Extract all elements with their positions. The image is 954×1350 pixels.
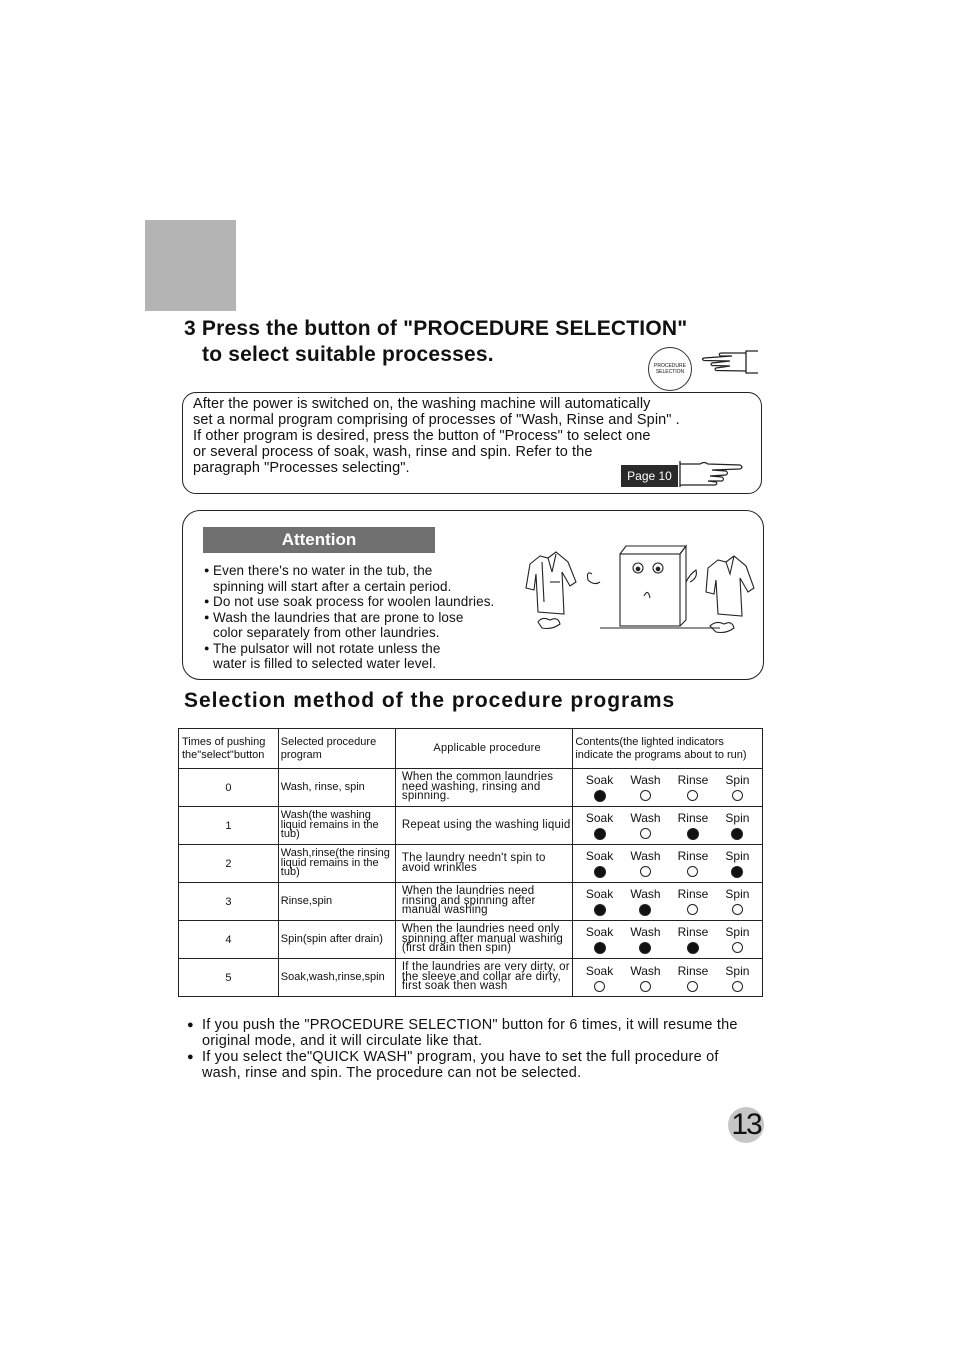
indicator-rinse: [678, 887, 709, 916]
indicator-light-icon: [732, 790, 743, 801]
cell-indicators: [573, 921, 763, 959]
indicator-spin: [725, 811, 749, 840]
pointing-hand-icon: [678, 459, 744, 489]
indicator-label: Spin: [725, 849, 750, 863]
intro-line: If other program is desired, press the button of "Process" to select one: [193, 428, 651, 444]
note-line: If you select the"QUICK WASH" program, you have to set the full procedure of: [202, 1049, 719, 1065]
indicator-light-icon: [640, 790, 651, 801]
indicator-light-icon: [732, 904, 743, 915]
indicator-spin: [725, 849, 749, 878]
cell-times: 1: [179, 807, 279, 845]
indicator-rinse: [678, 773, 709, 802]
attention-title: Attention: [203, 527, 435, 553]
cell-applicable: Repeat using the washing liquid: [395, 807, 572, 845]
indicator-label: Spin: [725, 773, 750, 787]
cell-times: 0: [179, 769, 279, 807]
indicator-light-icon: [687, 828, 699, 840]
header-times: [179, 729, 279, 769]
attention-item-line: Wash the laundries that are prone to lose: [213, 609, 464, 625]
procedure-selection-button-illustration: [648, 347, 692, 391]
indicator-light-icon: [639, 942, 651, 954]
indicator-label: Wash: [630, 925, 661, 939]
heading-line-2: to select suitable processes.: [202, 343, 494, 366]
indicator-spin: [725, 887, 749, 916]
header-text: indicate the programs about to run): [575, 748, 747, 761]
attention-item-line: color separately from other laundries.: [213, 625, 440, 640]
indicator-light-icon: [640, 866, 651, 877]
attention-item: [203, 594, 533, 610]
washing-machine-cartoon-illustration: [520, 542, 760, 642]
cell-times: 2: [179, 845, 279, 883]
indicator-light-icon: [687, 866, 698, 877]
indicator-rinse: [678, 925, 709, 954]
indicator-rinse: [678, 849, 709, 878]
note-item: [186, 1017, 766, 1049]
header-program: [278, 729, 395, 769]
bullet-icon: ●: [204, 642, 210, 653]
header-text: Times of pushing: [182, 735, 266, 748]
cell-indicators: [573, 769, 763, 807]
section-heading: [184, 316, 687, 368]
procedure-programs-table: [178, 728, 763, 997]
header-text: Contents(the lighted indicators: [575, 735, 724, 748]
cell-program: Wash, rinse, spin: [278, 769, 395, 807]
indicator-light-icon: [687, 790, 698, 801]
attention-list: [203, 563, 533, 672]
indicator-label: Spin: [725, 887, 750, 901]
indicator-light-icon: [731, 866, 743, 878]
cell-program: Soak,wash,rinse,spin: [278, 959, 395, 997]
indicator-light-icon: [687, 981, 698, 992]
indicator-light-icon: [594, 904, 606, 916]
indicator-label: Wash: [630, 773, 661, 787]
cell-applicable: When the common laundries need washing, rinsing and spinning.: [395, 769, 572, 807]
note-line: If you push the "PROCEDURE SELECTION" button for 6 times, it will resume the: [202, 1017, 738, 1033]
indicator-light-icon: [640, 828, 651, 839]
indicator-label: Wash: [630, 811, 661, 825]
indicator-wash: [630, 964, 660, 992]
indicator-label: Rinse: [677, 925, 709, 939]
table-row: [179, 921, 763, 959]
indicator-soak: [586, 925, 613, 954]
attention-item-line: water is filled to selected water level.: [213, 656, 437, 671]
indicator-label: Rinse: [677, 849, 709, 863]
attention-item: [203, 563, 533, 594]
indicator-label: Soak: [585, 811, 614, 825]
intro-line: or several process of soak, wash, rinse and spin. Refer to the: [193, 444, 593, 460]
indicator-soak: [586, 964, 613, 992]
indicator-label: Wash: [630, 849, 661, 863]
indicator-label: Soak: [585, 887, 614, 901]
indicator-wash: [630, 925, 660, 954]
indicator-wash: [630, 849, 660, 878]
cell-indicators: [573, 807, 763, 845]
bullet-icon: ●: [204, 596, 210, 606]
bullet-icon: ●: [204, 611, 210, 622]
attention-item-line: Even there's no water in the tub, the: [213, 563, 433, 578]
indicator-label: Spin: [725, 925, 750, 939]
indicator-label: Rinse: [677, 811, 709, 825]
cell-times: 5: [179, 959, 279, 997]
pointing-hand-icon: [700, 349, 760, 375]
bullet-icon: ●: [187, 1051, 194, 1063]
table-row: [179, 807, 763, 845]
cell-indicators: [573, 959, 763, 997]
header-text: Selected procedure: [280, 735, 377, 748]
indicator-light-icon: [594, 790, 606, 802]
indicator-light-icon: [594, 981, 605, 992]
header-text: program: [280, 748, 322, 761]
cell-times: 4: [179, 921, 279, 959]
indicator-light-icon: [732, 942, 743, 953]
notes-list: [186, 1017, 766, 1081]
intro-line: After the power is switched on, the washing machine will automatically: [193, 396, 651, 412]
indicator-label: Soak: [585, 849, 614, 863]
indicator-rinse: [678, 811, 709, 840]
header-text: the"select"button: [182, 748, 265, 761]
table-row: [179, 959, 763, 997]
intro-paragraph: [193, 396, 723, 476]
heading-line-1: 3 Press the button of "PROCEDURE SELECTION": [184, 317, 688, 340]
attention-item: [203, 610, 533, 641]
indicator-spin: [725, 964, 749, 992]
indicator-soak: [586, 849, 613, 878]
indicator-label: Spin: [725, 811, 750, 825]
indicator-spin: [725, 773, 749, 802]
indicator-light-icon: [594, 866, 606, 878]
intro-line: paragraph "Processes selecting".: [193, 460, 410, 476]
indicator-label: Rinse: [677, 773, 709, 787]
indicator-light-icon: [639, 904, 651, 916]
note-line: wash, rinse and spin. The procedure can not be selected.: [202, 1065, 582, 1081]
attention-item-line: spinning will start after a certain period.: [213, 578, 452, 594]
indicator-wash: [630, 811, 660, 840]
attention-item-line: The pulsator will not rotate unless the: [213, 640, 441, 656]
cell-program: Rinse,spin: [278, 883, 395, 921]
cell-program: Wash(the washing liquid remains in the tub): [278, 807, 395, 845]
bullet-icon: ●: [187, 1019, 194, 1031]
section-marker-block: [145, 220, 236, 311]
indicator-rinse: [678, 964, 709, 992]
indicator-light-icon: [640, 981, 651, 992]
indicator-label: Rinse: [677, 963, 709, 978]
indicator-light-icon: [594, 942, 606, 954]
cell-indicators: [573, 883, 763, 921]
attention-item-line: Do not use soak process for woolen laundries.: [213, 594, 495, 609]
cell-times: 3: [179, 883, 279, 921]
indicator-spin: [725, 925, 749, 954]
page-reference-badge: Page 10: [621, 465, 678, 487]
page-number: 13: [728, 1107, 764, 1143]
indicator-light-icon: [731, 828, 743, 840]
indicator-light-icon: [732, 981, 743, 992]
cell-indicators: [573, 845, 763, 883]
attention-item: [203, 641, 533, 672]
button-label-line-1: PROCEDURE: [654, 363, 686, 369]
indicator-soak: [586, 887, 613, 916]
table-row: [179, 845, 763, 883]
header-contents: [573, 729, 763, 769]
indicator-label: Soak: [585, 925, 614, 939]
cell-program: Wash,rinse(the rinsing liquid remains in the tub): [278, 845, 395, 883]
table-header-row: [179, 729, 763, 769]
cell-applicable: If the laundries are very dirty, or the sleeve and collar are dirty, first soak then wash: [395, 959, 572, 997]
indicator-label: Spin: [725, 963, 750, 978]
indicator-light-icon: [594, 828, 606, 840]
indicator-wash: [630, 887, 660, 916]
indicator-wash: [630, 773, 660, 802]
indicator-soak: [586, 811, 613, 840]
note-line: original mode, and it will circulate like that.: [202, 1033, 483, 1049]
cell-applicable: The laundry needn't spin to avoid wrinkles: [395, 845, 572, 883]
table-title: Selection method of the procedure programs: [184, 689, 676, 712]
indicator-label: Soak: [585, 963, 614, 978]
cell-program: Spin(spin after drain): [278, 921, 395, 959]
button-label-line-2: SELECTION: [655, 369, 685, 375]
intro-line: set a normal program comprising of processes of "Wash, Rinse and Spin" .: [193, 412, 680, 428]
note-item: [186, 1049, 766, 1081]
header-applicable: Applicable procedure: [395, 729, 572, 769]
indicator-label: Wash: [630, 963, 661, 978]
cell-applicable: When the laundries need only spinning after manual washing (first drain then spin): [395, 921, 572, 959]
bullet-icon: ●: [204, 565, 210, 575]
table-row: [179, 769, 763, 807]
indicator-light-icon: [687, 904, 698, 915]
indicator-light-icon: [687, 942, 699, 954]
indicator-label: Rinse: [677, 887, 709, 901]
indicator-label: Soak: [585, 773, 614, 787]
cell-applicable: When the laundries need rinsing and spinning after manual washing: [395, 883, 572, 921]
indicator-label: Wash: [630, 887, 661, 901]
table-row: [179, 883, 763, 921]
indicator-soak: [586, 773, 613, 802]
